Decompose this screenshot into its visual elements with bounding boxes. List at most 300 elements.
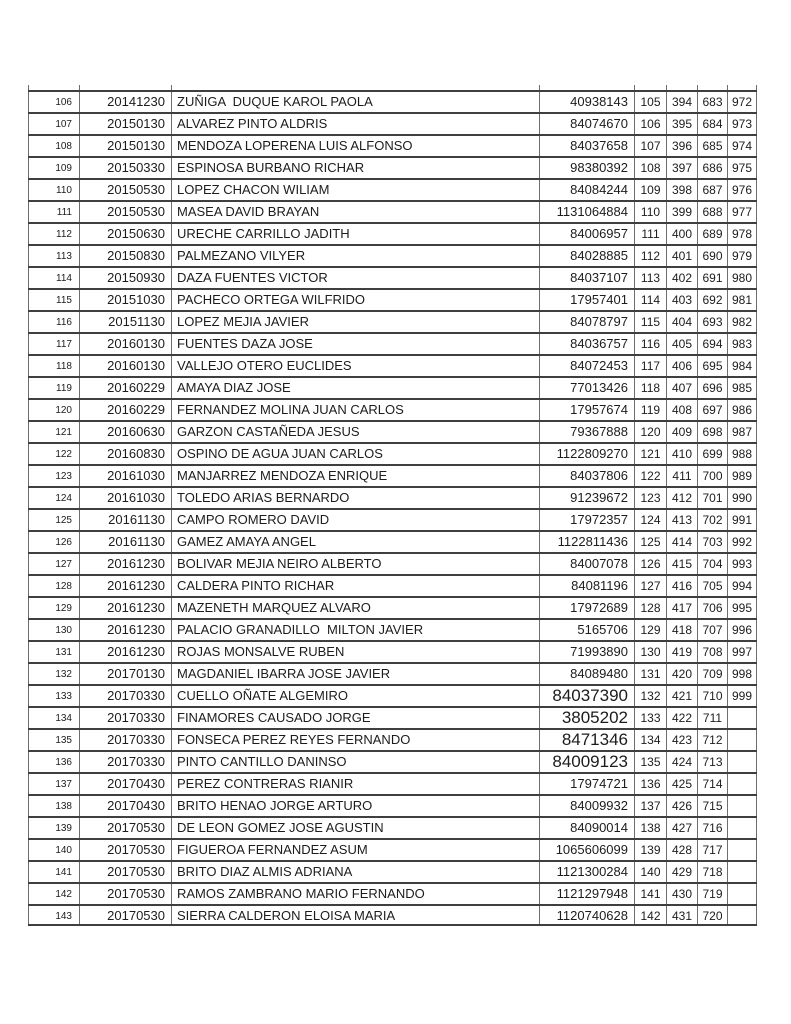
table-row xyxy=(28,354,757,376)
counter1-cell: 112 xyxy=(635,246,667,266)
counter2-cell: 426 xyxy=(667,796,698,816)
name-cell: LOPEZ MEJIA JAVIER xyxy=(172,312,540,332)
counter4-cell: 974 xyxy=(728,136,757,156)
id-number-cell: 98380392 xyxy=(540,158,635,178)
stub-cell xyxy=(172,85,540,90)
counter1-cell: 128 xyxy=(635,598,667,618)
table-rows xyxy=(28,90,757,926)
row-number-cell: 117 xyxy=(28,334,80,354)
table-row xyxy=(28,904,757,926)
stub-cell xyxy=(667,85,698,90)
counter3-cell: 720 xyxy=(698,906,728,924)
date-cell: 20151130 xyxy=(80,312,172,332)
row-number-cell: 135 xyxy=(28,730,80,750)
date-cell: 20170530 xyxy=(80,818,172,838)
counter3-cell: 711 xyxy=(698,708,728,728)
counter2-cell: 401 xyxy=(667,246,698,266)
counter1-cell: 106 xyxy=(635,114,667,134)
counter3-cell: 692 xyxy=(698,290,728,310)
name-cell: TOLEDO ARIAS BERNARDO xyxy=(172,488,540,508)
id-number-cell: 84007078 xyxy=(540,554,635,574)
counter4-cell: 998 xyxy=(728,664,757,684)
counter3-cell: 687 xyxy=(698,180,728,200)
id-number-cell: 17972357 xyxy=(540,510,635,530)
counter2-cell: 407 xyxy=(667,378,698,398)
counter2-cell: 431 xyxy=(667,906,698,924)
id-number-cell: 84006957 xyxy=(540,224,635,244)
counter1-cell: 109 xyxy=(635,180,667,200)
id-number-cell: 1122809270 xyxy=(540,444,635,464)
date-cell: 20150630 xyxy=(80,224,172,244)
counter2-cell: 423 xyxy=(667,730,698,750)
id-number-cell: 17957674 xyxy=(540,400,635,420)
counter3-cell: 690 xyxy=(698,246,728,266)
id-number-cell: 84072453 xyxy=(540,356,635,376)
name-cell: GAMEZ AMAYA ANGEL xyxy=(172,532,540,552)
row-number-cell: 114 xyxy=(28,268,80,288)
counter2-cell: 421 xyxy=(667,686,698,706)
counter2-cell: 412 xyxy=(667,488,698,508)
counter4-cell: 979 xyxy=(728,246,757,266)
counter4-cell xyxy=(728,818,757,838)
id-number-cell: 84037658 xyxy=(540,136,635,156)
id-number-cell: 84081196 xyxy=(540,576,635,596)
date-cell: 20161230 xyxy=(80,620,172,640)
counter4-cell: 978 xyxy=(728,224,757,244)
name-cell: FERNANDEZ MOLINA JUAN CARLOS xyxy=(172,400,540,420)
name-cell: MANJARREZ MENDOZA ENRIQUE xyxy=(172,466,540,486)
counter3-cell: 703 xyxy=(698,532,728,552)
counter2-cell: 405 xyxy=(667,334,698,354)
counter2-cell: 395 xyxy=(667,114,698,134)
counter4-cell: 993 xyxy=(728,554,757,574)
table-row xyxy=(28,134,757,156)
row-number-cell: 115 xyxy=(28,290,80,310)
counter3-cell: 683 xyxy=(698,92,728,112)
date-cell: 20170330 xyxy=(80,686,172,706)
date-cell: 20161230 xyxy=(80,598,172,618)
counter4-cell: 983 xyxy=(728,334,757,354)
counter2-cell: 402 xyxy=(667,268,698,288)
table-row xyxy=(28,860,757,882)
table-row xyxy=(28,706,757,728)
counter4-cell: 982 xyxy=(728,312,757,332)
counter1-cell: 122 xyxy=(635,466,667,486)
counter2-cell: 398 xyxy=(667,180,698,200)
name-cell: BRITO DIAZ ALMIS ADRIANA xyxy=(172,862,540,882)
row-number-cell: 141 xyxy=(28,862,80,882)
row-number-cell: 109 xyxy=(28,158,80,178)
name-cell: ZUÑIGA DUQUE KAROL PAOLA xyxy=(172,92,540,112)
table-row xyxy=(28,398,757,420)
counter1-cell: 132 xyxy=(635,686,667,706)
counter3-cell: 700 xyxy=(698,466,728,486)
name-cell: BRITO HENAO JORGE ARTURO xyxy=(172,796,540,816)
table-row xyxy=(28,200,757,222)
counter1-cell: 134 xyxy=(635,730,667,750)
table-row xyxy=(28,112,757,134)
counter2-cell: 420 xyxy=(667,664,698,684)
counter3-cell: 684 xyxy=(698,114,728,134)
counter4-cell: 999 xyxy=(728,686,757,706)
stub-cell xyxy=(80,85,172,90)
counter1-cell: 129 xyxy=(635,620,667,640)
counter1-cell: 118 xyxy=(635,378,667,398)
stub-cell xyxy=(728,85,757,90)
counter4-cell xyxy=(728,730,757,750)
counter4-cell: 995 xyxy=(728,598,757,618)
name-cell: FUENTES DAZA JOSE xyxy=(172,334,540,354)
counter2-cell: 424 xyxy=(667,752,698,772)
records-table xyxy=(28,85,757,926)
id-number-cell: 84037107 xyxy=(540,268,635,288)
table-row xyxy=(28,750,757,772)
counter3-cell: 718 xyxy=(698,862,728,882)
id-number-cell: 40938143 xyxy=(540,92,635,112)
counter3-cell: 702 xyxy=(698,510,728,530)
table-row xyxy=(28,244,757,266)
id-number-cell: 5165706 xyxy=(540,620,635,640)
id-number-cell: 84074670 xyxy=(540,114,635,134)
counter2-cell: 406 xyxy=(667,356,698,376)
id-number-cell: 84036757 xyxy=(540,334,635,354)
date-cell: 20170530 xyxy=(80,884,172,904)
counter3-cell: 714 xyxy=(698,774,728,794)
counter1-cell: 110 xyxy=(635,202,667,222)
table-row xyxy=(28,332,757,354)
counter1-cell: 124 xyxy=(635,510,667,530)
date-cell: 20161130 xyxy=(80,532,172,552)
table-row xyxy=(28,376,757,398)
counter1-cell: 108 xyxy=(635,158,667,178)
name-cell: AMAYA DIAZ JOSE xyxy=(172,378,540,398)
date-cell: 20170330 xyxy=(80,730,172,750)
row-number-cell: 127 xyxy=(28,554,80,574)
row-number-cell: 113 xyxy=(28,246,80,266)
counter4-cell: 987 xyxy=(728,422,757,442)
id-number-cell: 79367888 xyxy=(540,422,635,442)
table-row xyxy=(28,640,757,662)
row-number-cell: 125 xyxy=(28,510,80,530)
date-cell: 20160830 xyxy=(80,444,172,464)
counter1-cell: 141 xyxy=(635,884,667,904)
row-number-cell: 110 xyxy=(28,180,80,200)
stub-cell xyxy=(28,85,80,90)
table-row xyxy=(28,310,757,332)
row-number-cell: 130 xyxy=(28,620,80,640)
counter1-cell: 120 xyxy=(635,422,667,442)
name-cell: VALLEJO OTERO EUCLIDES xyxy=(172,356,540,376)
row-number-cell: 136 xyxy=(28,752,80,772)
counter1-cell: 139 xyxy=(635,840,667,860)
table-row xyxy=(28,794,757,816)
date-cell: 20151030 xyxy=(80,290,172,310)
counter4-cell: 996 xyxy=(728,620,757,640)
name-cell: DAZA FUENTES VICTOR xyxy=(172,268,540,288)
counter2-cell: 413 xyxy=(667,510,698,530)
table-row xyxy=(28,266,757,288)
id-number-cell: 84089480 xyxy=(540,664,635,684)
counter4-cell xyxy=(728,708,757,728)
date-cell: 20161030 xyxy=(80,488,172,508)
row-number-cell: 116 xyxy=(28,312,80,332)
counter2-cell: 411 xyxy=(667,466,698,486)
name-cell: MAGDANIEL IBARRA JOSE JAVIER xyxy=(172,664,540,684)
name-cell: CALDERA PINTO RICHAR xyxy=(172,576,540,596)
counter2-cell: 425 xyxy=(667,774,698,794)
counter2-cell: 427 xyxy=(667,818,698,838)
row-number-cell: 122 xyxy=(28,444,80,464)
row-number-cell: 143 xyxy=(28,906,80,924)
counter3-cell: 707 xyxy=(698,620,728,640)
counter1-cell: 107 xyxy=(635,136,667,156)
counter3-cell: 696 xyxy=(698,378,728,398)
row-number-cell: 131 xyxy=(28,642,80,662)
counter1-cell: 130 xyxy=(635,642,667,662)
row-number-cell: 124 xyxy=(28,488,80,508)
counter1-cell: 105 xyxy=(635,92,667,112)
counter3-cell: 708 xyxy=(698,642,728,662)
counter2-cell: 417 xyxy=(667,598,698,618)
counter1-cell: 135 xyxy=(635,752,667,772)
counter3-cell: 693 xyxy=(698,312,728,332)
table-row xyxy=(28,420,757,442)
row-number-cell: 126 xyxy=(28,532,80,552)
table-row xyxy=(28,464,757,486)
counter1-cell: 113 xyxy=(635,268,667,288)
name-cell: PALACIO GRANADILLO MILTON JAVIER xyxy=(172,620,540,640)
table-row xyxy=(28,596,757,618)
stub-cell xyxy=(540,85,635,90)
date-cell: 20170330 xyxy=(80,708,172,728)
id-number-cell: 71993890 xyxy=(540,642,635,662)
counter3-cell: 706 xyxy=(698,598,728,618)
name-cell: DE LEON GOMEZ JOSE AGUSTIN xyxy=(172,818,540,838)
name-cell: MASEA DAVID BRAYAN xyxy=(172,202,540,222)
date-cell: 20160130 xyxy=(80,334,172,354)
counter4-cell: 976 xyxy=(728,180,757,200)
id-number-cell: 17972689 xyxy=(540,598,635,618)
date-cell: 20160229 xyxy=(80,400,172,420)
counter2-cell: 397 xyxy=(667,158,698,178)
counter2-cell: 394 xyxy=(667,92,698,112)
counter3-cell: 685 xyxy=(698,136,728,156)
id-number-cell: 1131064884 xyxy=(540,202,635,222)
counter3-cell: 710 xyxy=(698,686,728,706)
stub-cell xyxy=(635,85,667,90)
counter2-cell: 414 xyxy=(667,532,698,552)
name-cell: PEREZ CONTRERAS RIANIR xyxy=(172,774,540,794)
counter2-cell: 396 xyxy=(667,136,698,156)
row-number-cell: 123 xyxy=(28,466,80,486)
counter4-cell: 972 xyxy=(728,92,757,112)
counter3-cell: 704 xyxy=(698,554,728,574)
table-row xyxy=(28,574,757,596)
row-number-cell: 121 xyxy=(28,422,80,442)
counter4-cell: 984 xyxy=(728,356,757,376)
name-cell: PACHECO ORTEGA WILFRIDO xyxy=(172,290,540,310)
counter4-cell xyxy=(728,796,757,816)
table-row xyxy=(28,882,757,904)
counter4-cell: 997 xyxy=(728,642,757,662)
counter3-cell: 689 xyxy=(698,224,728,244)
row-number-cell: 118 xyxy=(28,356,80,376)
counter2-cell: 403 xyxy=(667,290,698,310)
counter1-cell: 127 xyxy=(635,576,667,596)
id-number-cell: 84009932 xyxy=(540,796,635,816)
id-number-cell: 1121297948 xyxy=(540,884,635,904)
counter1-cell: 126 xyxy=(635,554,667,574)
counter1-cell: 136 xyxy=(635,774,667,794)
id-number-cell: 17974721 xyxy=(540,774,635,794)
date-cell: 20160130 xyxy=(80,356,172,376)
counter2-cell: 430 xyxy=(667,884,698,904)
table-row xyxy=(28,728,757,750)
name-cell: MENDOZA LOPERENA LUIS ALFONSO xyxy=(172,136,540,156)
name-cell: URECHE CARRILLO JADITH xyxy=(172,224,540,244)
counter4-cell: 981 xyxy=(728,290,757,310)
counter3-cell: 705 xyxy=(698,576,728,596)
counter3-cell: 686 xyxy=(698,158,728,178)
counter1-cell: 137 xyxy=(635,796,667,816)
counter4-cell: 990 xyxy=(728,488,757,508)
counter1-cell: 131 xyxy=(635,664,667,684)
date-cell: 20161030 xyxy=(80,466,172,486)
table-row xyxy=(28,90,757,112)
date-cell: 20170330 xyxy=(80,752,172,772)
id-number-cell: 1065606099 xyxy=(540,840,635,860)
table-row xyxy=(28,442,757,464)
counter3-cell: 697 xyxy=(698,400,728,420)
name-cell: ROJAS MONSALVE RUBEN xyxy=(172,642,540,662)
counter4-cell: 980 xyxy=(728,268,757,288)
counter3-cell: 717 xyxy=(698,840,728,860)
row-number-cell: 108 xyxy=(28,136,80,156)
row-number-cell: 132 xyxy=(28,664,80,684)
date-cell: 20161230 xyxy=(80,642,172,662)
table-row xyxy=(28,772,757,794)
counter1-cell: 140 xyxy=(635,862,667,882)
counter4-cell xyxy=(728,840,757,860)
counter3-cell: 694 xyxy=(698,334,728,354)
counter4-cell: 986 xyxy=(728,400,757,420)
id-number-cell: 84078797 xyxy=(540,312,635,332)
counter1-cell: 138 xyxy=(635,818,667,838)
id-number-cell: 84009123 xyxy=(540,752,635,772)
counter1-cell: 125 xyxy=(635,532,667,552)
counter2-cell: 404 xyxy=(667,312,698,332)
name-cell: PALMEZANO VILYER xyxy=(172,246,540,266)
row-number-cell: 120 xyxy=(28,400,80,420)
counter4-cell xyxy=(728,884,757,904)
counter1-cell: 121 xyxy=(635,444,667,464)
counter4-cell: 988 xyxy=(728,444,757,464)
table-row xyxy=(28,530,757,552)
name-cell: OSPINO DE AGUA JUAN CARLOS xyxy=(172,444,540,464)
counter3-cell: 701 xyxy=(698,488,728,508)
name-cell: ESPINOSA BURBANO RICHAR xyxy=(172,158,540,178)
counter2-cell: 400 xyxy=(667,224,698,244)
id-number-cell: 1122811436 xyxy=(540,532,635,552)
counter4-cell: 992 xyxy=(728,532,757,552)
cutoff-row-border-stubs xyxy=(28,85,757,90)
counter2-cell: 409 xyxy=(667,422,698,442)
row-number-cell: 112 xyxy=(28,224,80,244)
date-cell: 20170530 xyxy=(80,906,172,924)
row-number-cell: 129 xyxy=(28,598,80,618)
row-number-cell: 133 xyxy=(28,686,80,706)
id-number-cell: 1120740628 xyxy=(540,906,635,924)
date-cell: 20150330 xyxy=(80,158,172,178)
table-row xyxy=(28,222,757,244)
counter2-cell: 429 xyxy=(667,862,698,882)
date-cell: 20150130 xyxy=(80,114,172,134)
counter1-cell: 142 xyxy=(635,906,667,924)
counter2-cell: 408 xyxy=(667,400,698,420)
date-cell: 20170130 xyxy=(80,664,172,684)
row-number-cell: 137 xyxy=(28,774,80,794)
table-row xyxy=(28,684,757,706)
counter4-cell xyxy=(728,774,757,794)
counter4-cell xyxy=(728,752,757,772)
row-number-cell: 138 xyxy=(28,796,80,816)
date-cell: 20161130 xyxy=(80,510,172,530)
counter2-cell: 410 xyxy=(667,444,698,464)
id-number-cell: 8471346 xyxy=(540,730,635,750)
name-cell: FONSECA PEREZ REYES FERNANDO xyxy=(172,730,540,750)
counter1-cell: 114 xyxy=(635,290,667,310)
date-cell: 20170430 xyxy=(80,774,172,794)
counter3-cell: 695 xyxy=(698,356,728,376)
table-row xyxy=(28,508,757,530)
counter4-cell: 991 xyxy=(728,510,757,530)
counter4-cell: 973 xyxy=(728,114,757,134)
counter3-cell: 698 xyxy=(698,422,728,442)
counter4-cell: 985 xyxy=(728,378,757,398)
counter3-cell: 699 xyxy=(698,444,728,464)
table-row xyxy=(28,178,757,200)
table-row xyxy=(28,618,757,640)
table-row xyxy=(28,288,757,310)
counter2-cell: 419 xyxy=(667,642,698,662)
table-row xyxy=(28,816,757,838)
name-cell: FINAMORES CAUSADO JORGE xyxy=(172,708,540,728)
row-number-cell: 134 xyxy=(28,708,80,728)
table-row xyxy=(28,662,757,684)
counter4-cell: 994 xyxy=(728,576,757,596)
table-row xyxy=(28,486,757,508)
row-number-cell: 119 xyxy=(28,378,80,398)
id-number-cell: 77013426 xyxy=(540,378,635,398)
name-cell: BOLIVAR MEJIA NEIRO ALBERTO xyxy=(172,554,540,574)
row-number-cell: 107 xyxy=(28,114,80,134)
row-number-cell: 142 xyxy=(28,884,80,904)
date-cell: 20141230 xyxy=(80,92,172,112)
name-cell: FIGUEROA FERNANDEZ ASUM xyxy=(172,840,540,860)
date-cell: 20160630 xyxy=(80,422,172,442)
counter1-cell: 117 xyxy=(635,356,667,376)
date-cell: 20150930 xyxy=(80,268,172,288)
counter3-cell: 709 xyxy=(698,664,728,684)
id-number-cell: 84037390 xyxy=(540,686,635,706)
counter2-cell: 416 xyxy=(667,576,698,596)
name-cell: RAMOS ZAMBRANO MARIO FERNANDO xyxy=(172,884,540,904)
id-number-cell: 91239672 xyxy=(540,488,635,508)
row-number-cell: 106 xyxy=(28,92,80,112)
row-number-cell: 140 xyxy=(28,840,80,860)
date-cell: 20150530 xyxy=(80,180,172,200)
counter3-cell: 719 xyxy=(698,884,728,904)
